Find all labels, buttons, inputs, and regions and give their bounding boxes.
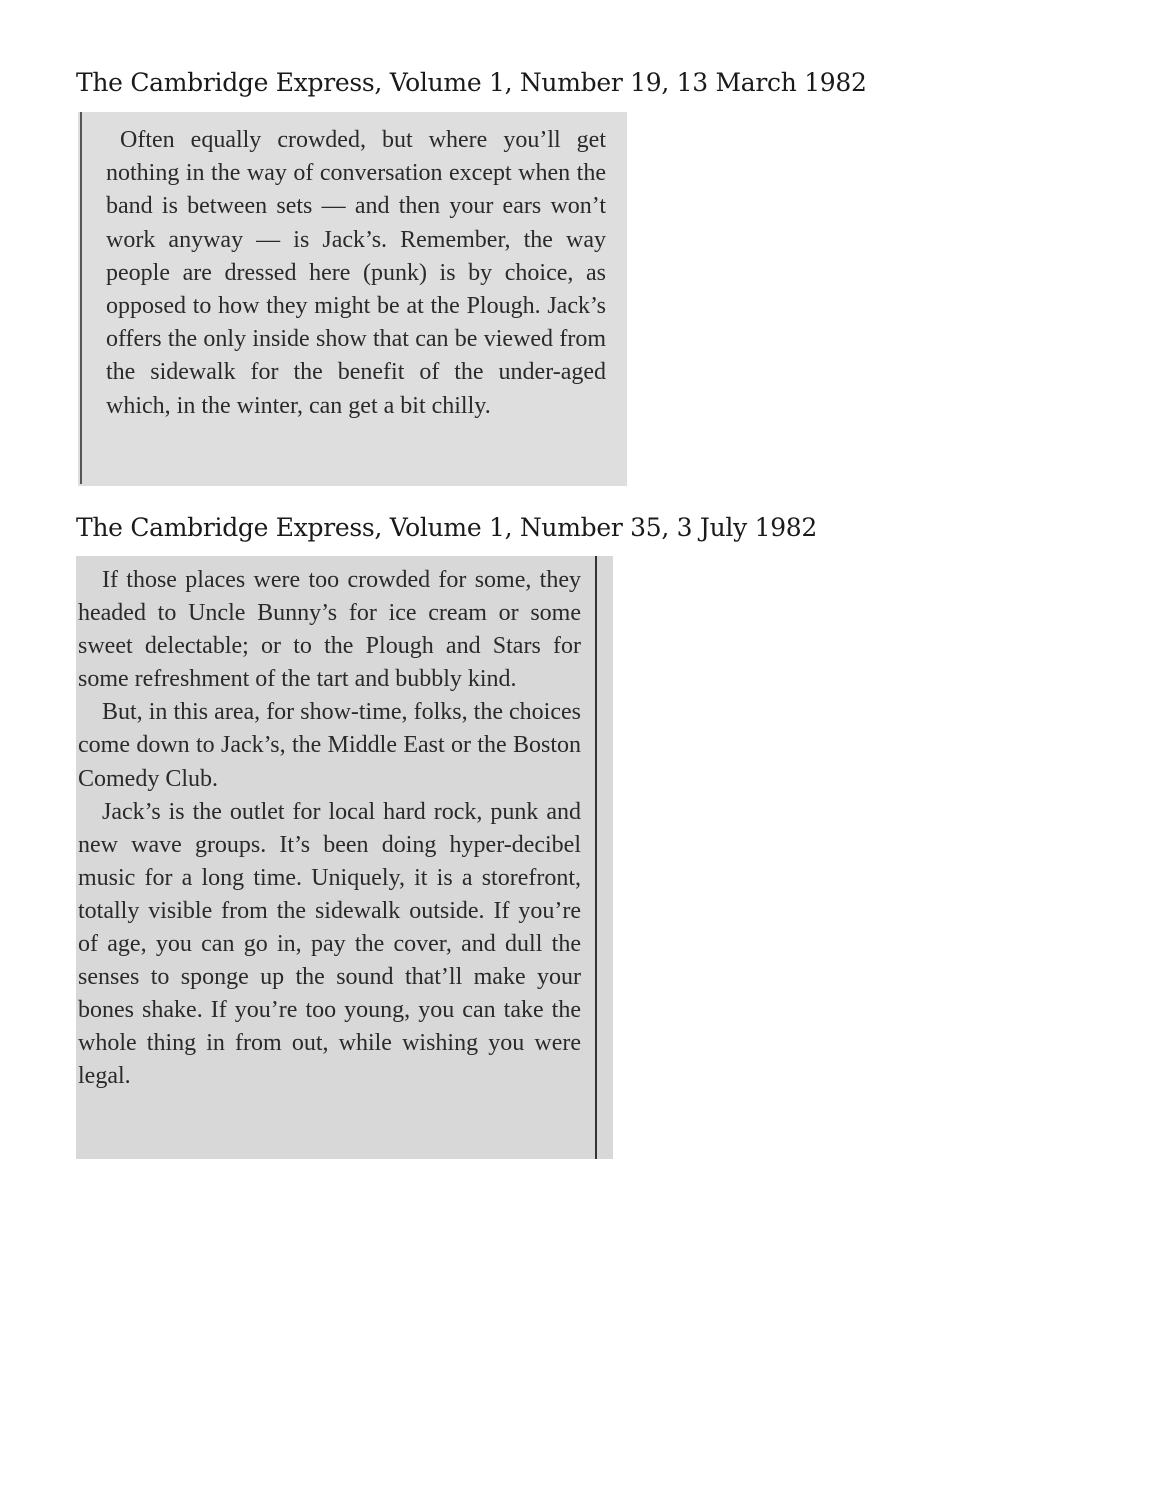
clipping-paragraph: If those places were too crowded for some, they headed to Uncle Bunny’s for ice cream or some sweet delectable; or to the Plough and Stars for some refreshment of the tart and bubbly kind. [78,567,581,693]
clipping-caption-1: The Cambridge Express, Volume 1, Number 19, 13 March 1982 [76,68,867,97]
clipping-column [106,124,606,423]
clipping-paragraph: But, in this area, for show-time, folks, the choices come down to Jack’s, the Middle East or the Boston Comedy Club. [78,699,581,792]
newspaper-clipping-1 [78,112,627,486]
newspaper-clipping-2 [76,556,613,1159]
clipping-paragraph: Often equally crowded, but where you’ll get nothing in the way of conversation except when the band is between sets — and then your ears won’t work anyway — is Jack’s. Remember, the way people are dressed here (punk) is by choice, as opposed to how they might be at the Plough. Jack’s offers the only inside show that can be viewed from the sidewalk for the benefit of the under-aged which, in the winter, can get a bit chilly. [106,127,606,419]
clipping-column [78,564,581,1094]
clipping-caption-2: The Cambridge Express, Volume 1, Number 35, 3 July 1982 [76,513,818,542]
clipping-paragraph: Jack’s is the outlet for local hard rock, punk and new wave groups. It’s been doing hyper-decibel music for a long time. Uniquely, it is a storefront, totally visible from the sidewalk outside. If you’re of age, you can go in, pay the cover, and dull the senses to sponge up the sound that’ll make your bones shake. If you’re too young, you can take the whole thing in from out, while wishing you were legal. [78,798,581,1090]
cutoff-text-line [198,112,518,114]
cutoff-text-line [106,556,466,558]
